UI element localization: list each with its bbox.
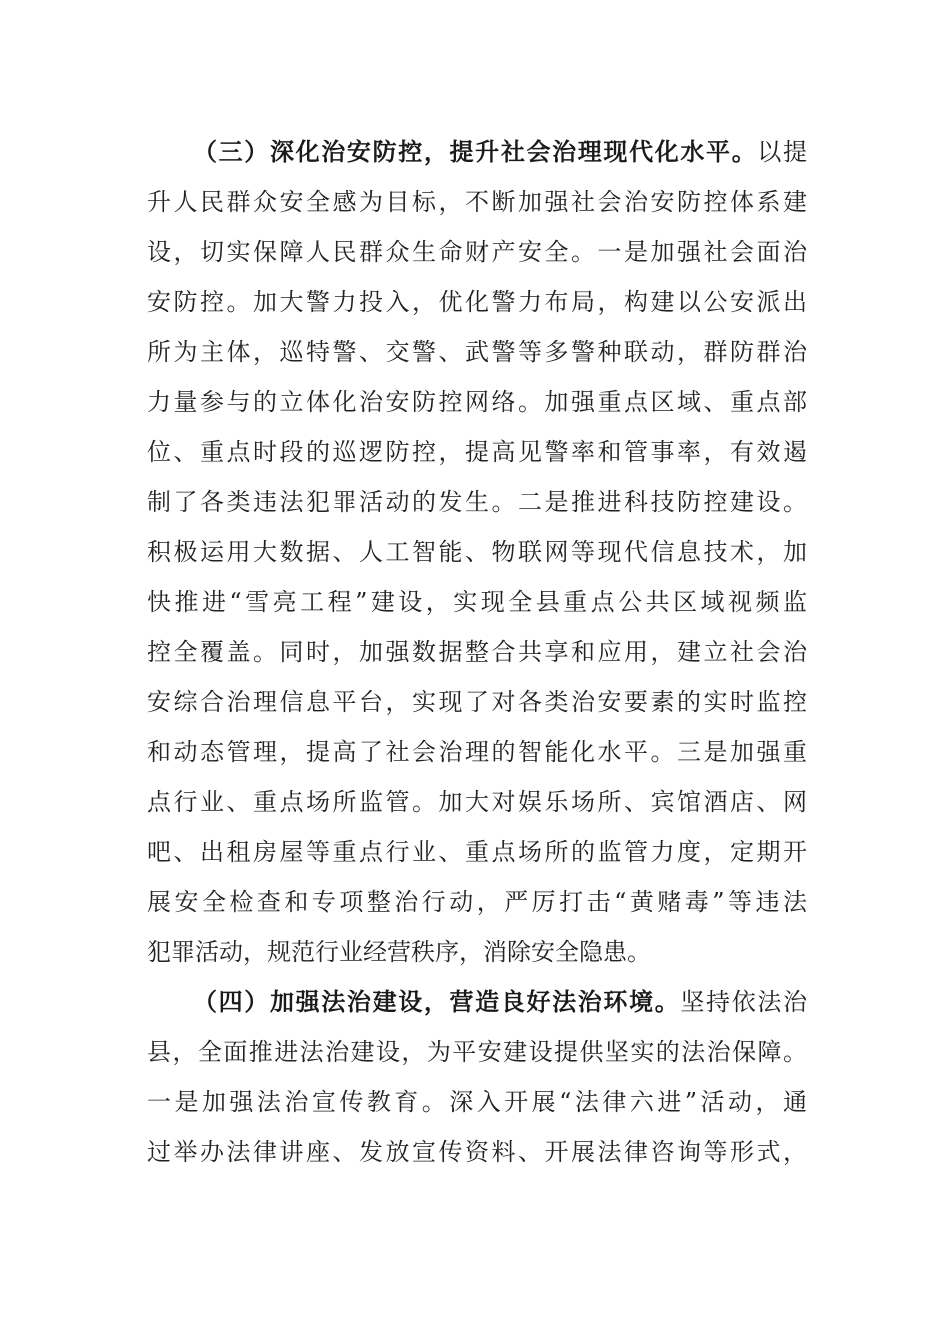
paragraph-3-line-12: 安综合治理信息平台，实现了对各类治安要素的实时监控 bbox=[147, 688, 807, 716]
paragraph-4-heading: （四）加强法治建设，营造良好法治环境。 bbox=[193, 987, 681, 1016]
paragraph-3-text: 以提 bbox=[757, 138, 808, 166]
paragraph-3-line-13: 和动态管理，提高了社会治理的智能化水平。三是加强重 bbox=[147, 738, 807, 766]
paragraph-3-line-4: 安防控。加大警力投入，优化警力布局，构建以公安派出 bbox=[147, 288, 807, 316]
paragraph-3-line-1 bbox=[193, 127, 807, 177]
paragraph-3-line-3: 设，切实保障人民群众生命财产安全。一是加强社会面治 bbox=[147, 238, 807, 266]
paragraph-3-line-9: 积极运用大数据、人工智能、物联网等现代信息技术，加 bbox=[147, 538, 807, 566]
paragraph-4-line-3: 一是加强法治宣传教育。深入开展“法律六进”活动，通 bbox=[147, 1088, 807, 1116]
paragraph-3-line-11: 控全覆盖。同时，加强数据整合共享和应用，建立社会治 bbox=[147, 638, 807, 666]
paragraph-3-line-17: 犯罪活动，规范行业经营秩序，消除安全隐患。 bbox=[147, 938, 651, 966]
paragraph-3-line-7: 位、重点时段的巡逻防控，提高见警率和管事率，有效遏 bbox=[147, 438, 807, 466]
paragraph-3-line-8: 制了各类违法犯罪活动的发生。二是推进科技防控建设。 bbox=[147, 488, 807, 516]
paragraph-4-line-2: 县，全面推进法治建设，为平安建设提供坚实的法治保障。 bbox=[147, 1038, 807, 1066]
paragraph-3-line-10: 快推进“雪亮工程”建设，实现全县重点公共区域视频监 bbox=[147, 588, 807, 616]
paragraph-3-line-15: 吧、出租房屋等重点行业、重点场所的监管力度，定期开 bbox=[147, 838, 807, 866]
paragraph-3-line-5: 所为主体，巡特警、交警、武警等多警种联动，群防群治 bbox=[147, 338, 807, 366]
paragraph-4-line-4: 过举办法律讲座、发放宣传资料、开展法律咨询等形式， bbox=[147, 1138, 807, 1166]
paragraph-4-line-1 bbox=[193, 977, 807, 1027]
paragraph-3-line-14: 点行业、重点场所监管。加大对娱乐场所、宾馆酒店、网 bbox=[147, 788, 807, 816]
paragraph-3-line-2: 升人民群众安全感为目标，不断加强社会治安防控体系建 bbox=[147, 188, 807, 216]
paragraph-3-line-6: 力量参与的立体化治安防控网络。加强重点区域、重点部 bbox=[147, 388, 807, 416]
paragraph-4-text: 坚持依法治 bbox=[680, 988, 807, 1016]
paragraph-3-heading: （三）深化治安防控，提升社会治理现代化水平。 bbox=[193, 137, 758, 166]
paragraph-3-line-16: 展安全检查和专项整治行动，严厉打击“黄赌毒”等违法 bbox=[147, 888, 807, 916]
